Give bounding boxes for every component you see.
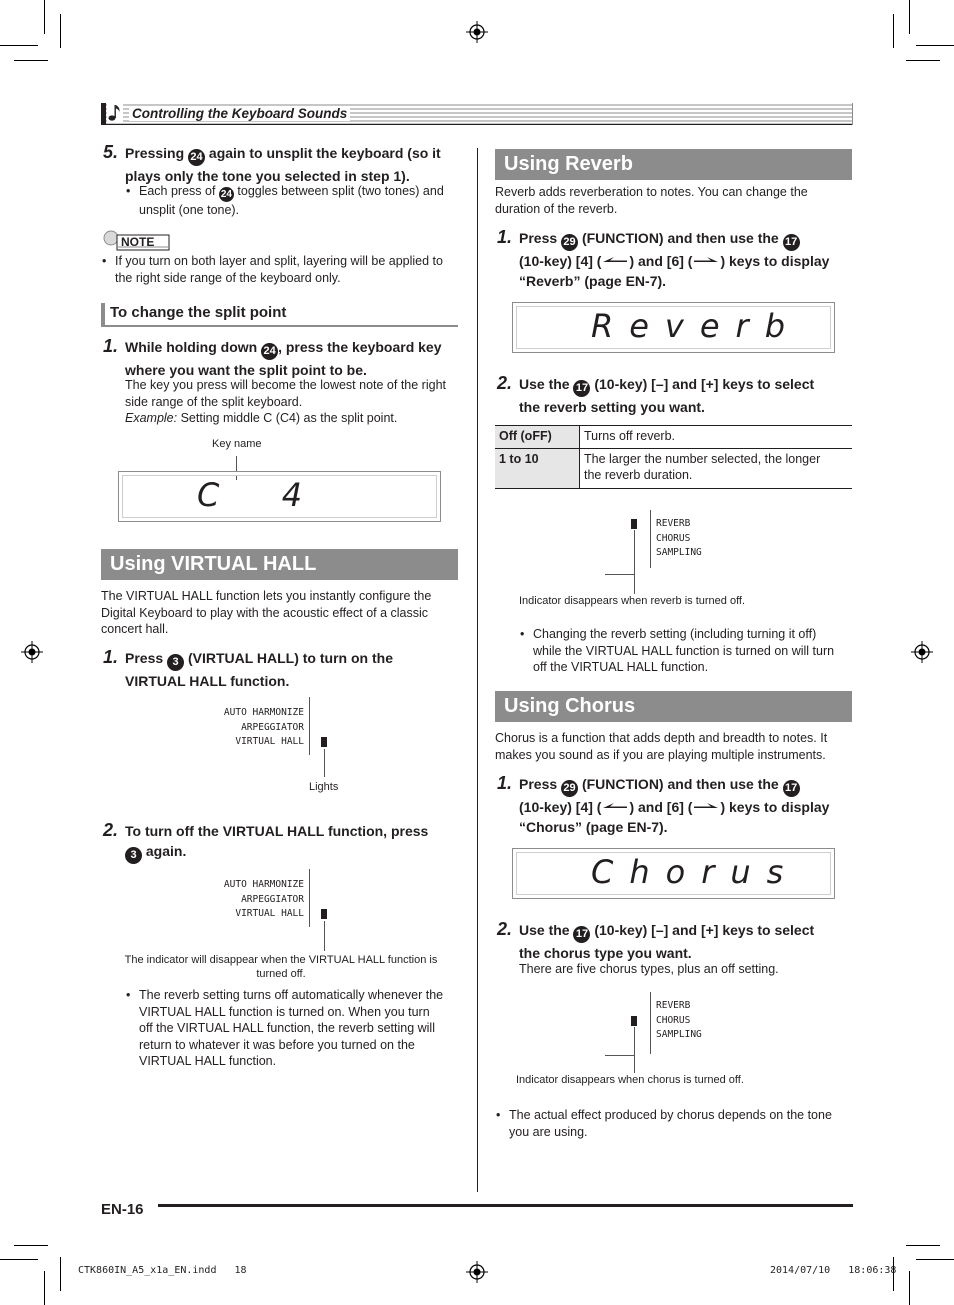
lcd-text: C 4 bbox=[197, 476, 317, 514]
callout-line bbox=[324, 749, 325, 777]
section-heading-virtual-hall: Using VIRTUAL HALL bbox=[101, 549, 458, 580]
callout-line bbox=[634, 1027, 635, 1055]
step-5-text: Pressing 24 again to unsplit the keyboard (so it plays only the tone you selected in step 1). bbox=[125, 145, 441, 184]
indicator-frame-line bbox=[309, 869, 310, 927]
lights-callout: Lights bbox=[309, 781, 339, 793]
file-slug: CTK860IN_A5_x1a_EN.indd 18 bbox=[78, 1265, 247, 1276]
virtual-hall-indicator bbox=[321, 909, 327, 919]
table-cell: Off (oFF) bbox=[495, 426, 580, 449]
virtual-hall-bullet: • The reverb setting turns off automatically whenever the VIRTUAL HALL function is turned on. When you turn off the VIRTUAL HALL function, the reverb setting will return to whatever it was before you turned on the VIRTUAL HALL function. bbox=[126, 988, 444, 1068]
step-number: 2. bbox=[497, 919, 513, 939]
virtual-hall-step-1-text: Press 3 (VIRTUAL HALL) to turn on the VIRTUAL HALL function. bbox=[125, 650, 393, 689]
virtual-hall-intro: The VIRTUAL HALL function lets you instantly configure the Digital Keyboard to play with the acoustic effect of a classic concert hall. bbox=[101, 589, 432, 636]
arrow-right-icon bbox=[692, 802, 720, 812]
crop-mark bbox=[906, 60, 940, 61]
print-timestamp: 2014/07/10 18:06:38 bbox=[770, 1265, 897, 1276]
table-cell: 1 to 10 bbox=[495, 448, 580, 488]
registration-mark-icon bbox=[21, 641, 43, 663]
virtual-hall-step-2-text: To turn off the VIRTUAL HALL function, press 3 again. bbox=[125, 821, 465, 864]
step-number: 1. bbox=[497, 227, 513, 247]
note-text: • If you turn on both layer and split, layering will be applied to the right side range of the keyboard only. bbox=[102, 254, 443, 285]
lcd-display bbox=[118, 471, 441, 522]
indicator-frame-line bbox=[650, 510, 651, 568]
crop-mark bbox=[916, 1259, 954, 1260]
chorus-step-2-text: Use the 17 (10-key) [–] and [+] keys to select the chorus type you want. bbox=[519, 922, 815, 961]
split-step-1-text: While holding down 24 , press the keyboard key where you want the split point to be. bbox=[125, 339, 442, 378]
section-heading-chorus: Using Chorus bbox=[495, 691, 852, 722]
footer-rule bbox=[158, 1204, 853, 1207]
crop-mark bbox=[14, 1245, 48, 1246]
header-title: Controlling the Keyboard Sounds bbox=[129, 106, 350, 121]
chorus-indicator bbox=[631, 1016, 637, 1026]
indicator-labels: AUTO HARMONIZE ARPEGGIATOR VIRTUAL HALL bbox=[223, 879, 304, 919]
button-24-icon: 24 bbox=[261, 343, 278, 360]
button-29-icon: 29 bbox=[561, 234, 578, 251]
button-24-icon: 24 bbox=[188, 149, 205, 166]
lcd-display bbox=[512, 302, 835, 353]
indicator-frame-line bbox=[650, 992, 651, 1054]
crop-mark bbox=[60, 1257, 61, 1291]
music-note-icon bbox=[107, 104, 123, 122]
indicator-off-caption: The indicator will disappear when the VIRTUAL HALL function is turned off. bbox=[124, 954, 438, 980]
column-divider bbox=[477, 148, 478, 1192]
crop-mark bbox=[44, 1271, 45, 1305]
registration-mark-icon bbox=[466, 1261, 488, 1283]
subheading-split-point: To change the split point bbox=[101, 303, 458, 327]
indicator-labels: AUTO HARMONIZE ARPEGGIATOR VIRTUAL HALL bbox=[223, 707, 304, 747]
note-label: NOTE bbox=[121, 235, 155, 249]
lcd-display bbox=[512, 848, 835, 899]
arrow-left-icon bbox=[601, 802, 629, 812]
button-17-icon: 17 bbox=[573, 380, 590, 397]
crop-mark bbox=[0, 45, 38, 46]
page-number: EN-16 bbox=[101, 1201, 144, 1218]
callout-line bbox=[634, 530, 635, 574]
reverb-settings-table bbox=[495, 425, 852, 489]
step-5-bullet: • Each press of 24 toggles between split (two tones) and unsplit (one tone). bbox=[126, 184, 444, 217]
chorus-indicator-caption: Indicator disappears when chorus is turned off. bbox=[516, 1074, 744, 1086]
crop-mark bbox=[906, 1245, 940, 1246]
button-29-icon: 29 bbox=[561, 780, 578, 797]
crop-mark bbox=[893, 14, 894, 48]
table-cell: The larger the number selected, the longer the reverb duration. bbox=[580, 448, 853, 488]
reverb-intro: Reverb adds reverberation to notes. You can change the duration of the reverb. bbox=[495, 185, 808, 216]
lcd-text: Reverb bbox=[591, 307, 802, 345]
arrow-right-icon bbox=[692, 256, 720, 266]
callout-line bbox=[634, 1055, 635, 1073]
chorus-intro: Chorus is a function that adds depth and breadth to notes. It makes you sound as if you are playing multiple instruments. bbox=[495, 731, 828, 762]
reverb-indicator bbox=[631, 519, 637, 529]
split-description: The key you press will become the lowest note of the right side range of the split keyboard. Example: Setting middle C (C4) as the split point. bbox=[125, 378, 446, 425]
callout-line bbox=[605, 1055, 635, 1056]
button-3-icon: 3 bbox=[125, 847, 142, 864]
callout-line bbox=[605, 574, 635, 575]
button-3-icon: 3 bbox=[167, 654, 184, 671]
crop-mark bbox=[60, 14, 61, 48]
table-row bbox=[495, 426, 852, 449]
virtual-hall-indicator-lit bbox=[321, 737, 327, 747]
indicator-labels: REVERB CHORUS SAMPLING bbox=[656, 1000, 702, 1040]
callout-line bbox=[324, 921, 325, 951]
crop-mark bbox=[909, 1271, 910, 1305]
step-number: 1. bbox=[103, 336, 119, 356]
button-17-icon: 17 bbox=[783, 780, 800, 797]
lcd-text: Chorus bbox=[591, 853, 800, 891]
step-number: 5. bbox=[103, 142, 119, 162]
callout-line bbox=[634, 574, 635, 594]
step-number: 1. bbox=[497, 773, 513, 793]
chorus-step-1-text: Press 29 (FUNCTION) and then use the 17 (10-key) [4] ( ) and [6] ( ) keys to display “Chorus” (page EN-7). bbox=[519, 776, 830, 835]
button-17-icon: 17 bbox=[783, 234, 800, 251]
reverb-step-2-text: Use the 17 (10-key) [–] and [+] keys to select the reverb setting you want. bbox=[519, 376, 815, 415]
button-24-icon: 24 bbox=[220, 189, 232, 200]
chorus-bullet: • The actual effect produced by chorus depends on the tone you are using. bbox=[496, 1108, 832, 1139]
reverb-bullet: • Changing the reverb setting (including turning it off) while the VIRTUAL HALL function is turned on will turn off the VIRTUAL HALL function. bbox=[520, 627, 835, 674]
indicator-frame-line bbox=[309, 697, 310, 755]
section-heading-reverb: Using Reverb bbox=[495, 149, 852, 180]
key-name-callout: Key name bbox=[212, 438, 262, 450]
reverb-step-1-text: Press 29 (FUNCTION) and then use the 17 (10-key) [4] ( ) and [6] ( ) keys to display “Reverb” (page EN-7). bbox=[519, 230, 830, 289]
registration-mark-icon bbox=[466, 21, 488, 43]
crop-mark bbox=[0, 1259, 38, 1260]
step-number: 2. bbox=[103, 820, 119, 840]
crop-mark bbox=[44, 0, 45, 34]
table-cell: Turns off reverb. bbox=[580, 426, 853, 449]
button-17-icon: 17 bbox=[573, 926, 590, 943]
crop-mark bbox=[14, 60, 48, 61]
chorus-step-2-description: There are five chorus types, plus an off setting. bbox=[519, 962, 779, 976]
table-row bbox=[495, 448, 852, 488]
crop-mark bbox=[909, 0, 910, 34]
registration-mark-icon bbox=[911, 641, 933, 663]
step-number: 1. bbox=[103, 647, 119, 667]
indicator-labels: REVERB CHORUS SAMPLING bbox=[656, 518, 702, 558]
crop-mark bbox=[916, 45, 954, 46]
reverb-indicator-caption: Indicator disappears when reverb is turned off. bbox=[519, 595, 746, 607]
step-number: 2. bbox=[497, 373, 513, 393]
arrow-left-icon bbox=[601, 256, 629, 266]
